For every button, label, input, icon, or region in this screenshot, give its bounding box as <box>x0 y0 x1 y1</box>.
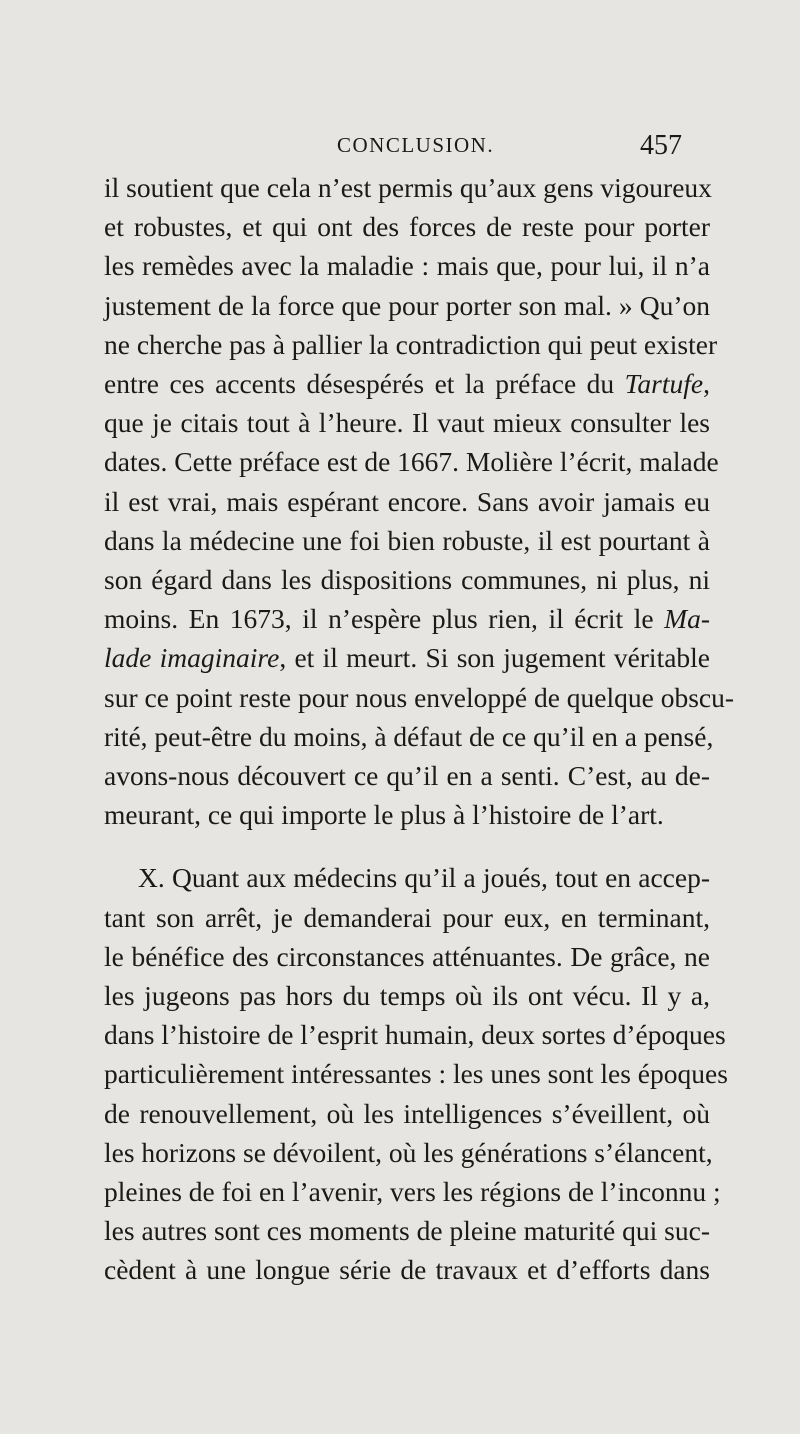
text-line: les jugeons pas hors du temps où ils ont vécu. Il y a, <box>104 980 710 1012</box>
text-line: meurant, ce qui importe le plus à l’histoire de l’art. <box>104 799 664 831</box>
text-line: pleines de foi en l’avenir, vers les régions de l’inconnu ; <box>104 1176 721 1208</box>
text-line: moins. En 1673, il n’espère plus rien, il écrit le Ma- <box>104 603 710 635</box>
text-line: entre ces accents désespérés et la préface du Tartufe, <box>104 368 710 400</box>
text-line: tant son arrêt, je demanderai pour eux, en terminant, <box>104 901 710 933</box>
text-line: les autres sont ces moments de pleine maturité qui suc- <box>104 1215 710 1247</box>
text-line: dans l’histoire de l’esprit humain, deux sortes d’époques <box>104 1019 726 1051</box>
text-line: rité, peut-être du moins, à défaut de ce qu’il en a pensé, <box>104 720 714 752</box>
text-line: avons-nous découvert ce qu’il en a senti. C’est, au de- <box>104 760 710 792</box>
page-header <box>0 130 800 173</box>
text-line: les remèdes avec la maladie : mais que, pour lui, il n’a <box>104 250 710 282</box>
text-line: cèdent à une longue série de travaux et d’efforts dans <box>104 1254 710 1286</box>
paragraph-1 <box>104 168 735 834</box>
text-line: de renouvellement, où les intelligences s’éveillent, où <box>104 1097 710 1129</box>
text-line: justement de la force que pour porter son mal. » Qu’on <box>104 289 710 321</box>
text-line: sur ce point reste pour nous enveloppé de quelque obscu- <box>104 681 735 713</box>
text-line: et robustes, et qui ont des forces de reste pour porter <box>104 211 710 243</box>
text-line: les horizons se dévoilent, où les générations s’élancent, <box>104 1136 713 1168</box>
running-head: CONCLUSION. <box>337 133 495 157</box>
text-line: X. Quant aux médecins qu’il a joués, tout en accep- <box>138 862 710 894</box>
text-line: particulièrement intéressantes : les unes sont les époques <box>104 1058 728 1090</box>
paragraph-2 <box>104 858 728 1289</box>
text-line: que je citais tout à l’heure. Il vaut mieux consulter les <box>104 407 710 439</box>
text-line: le bénéfice des circonstances atténuantes. De grâce, ne <box>104 940 710 972</box>
body-text <box>104 168 735 1290</box>
text-line: dates. Cette préface est de 1667. Molière l’écrit, malade <box>104 446 719 478</box>
text-line: il est vrai, mais espérant encore. Sans avoir jamais eu <box>104 485 710 517</box>
text-line: ne cherche pas à pallier la contradiction qui peut exister <box>104 328 718 360</box>
text-line: son égard dans les dispositions communes, ni plus, ni <box>104 564 710 596</box>
text-line: dans la médecine une foi bien robuste, il est pourtant à <box>104 524 710 556</box>
text-line: il soutient que cela n’est permis qu’aux gens vigoureux <box>104 172 712 203</box>
page-number: 457 <box>640 130 682 161</box>
text-line: lade imaginaire, et il meurt. Si son jugement véritable <box>104 642 711 674</box>
